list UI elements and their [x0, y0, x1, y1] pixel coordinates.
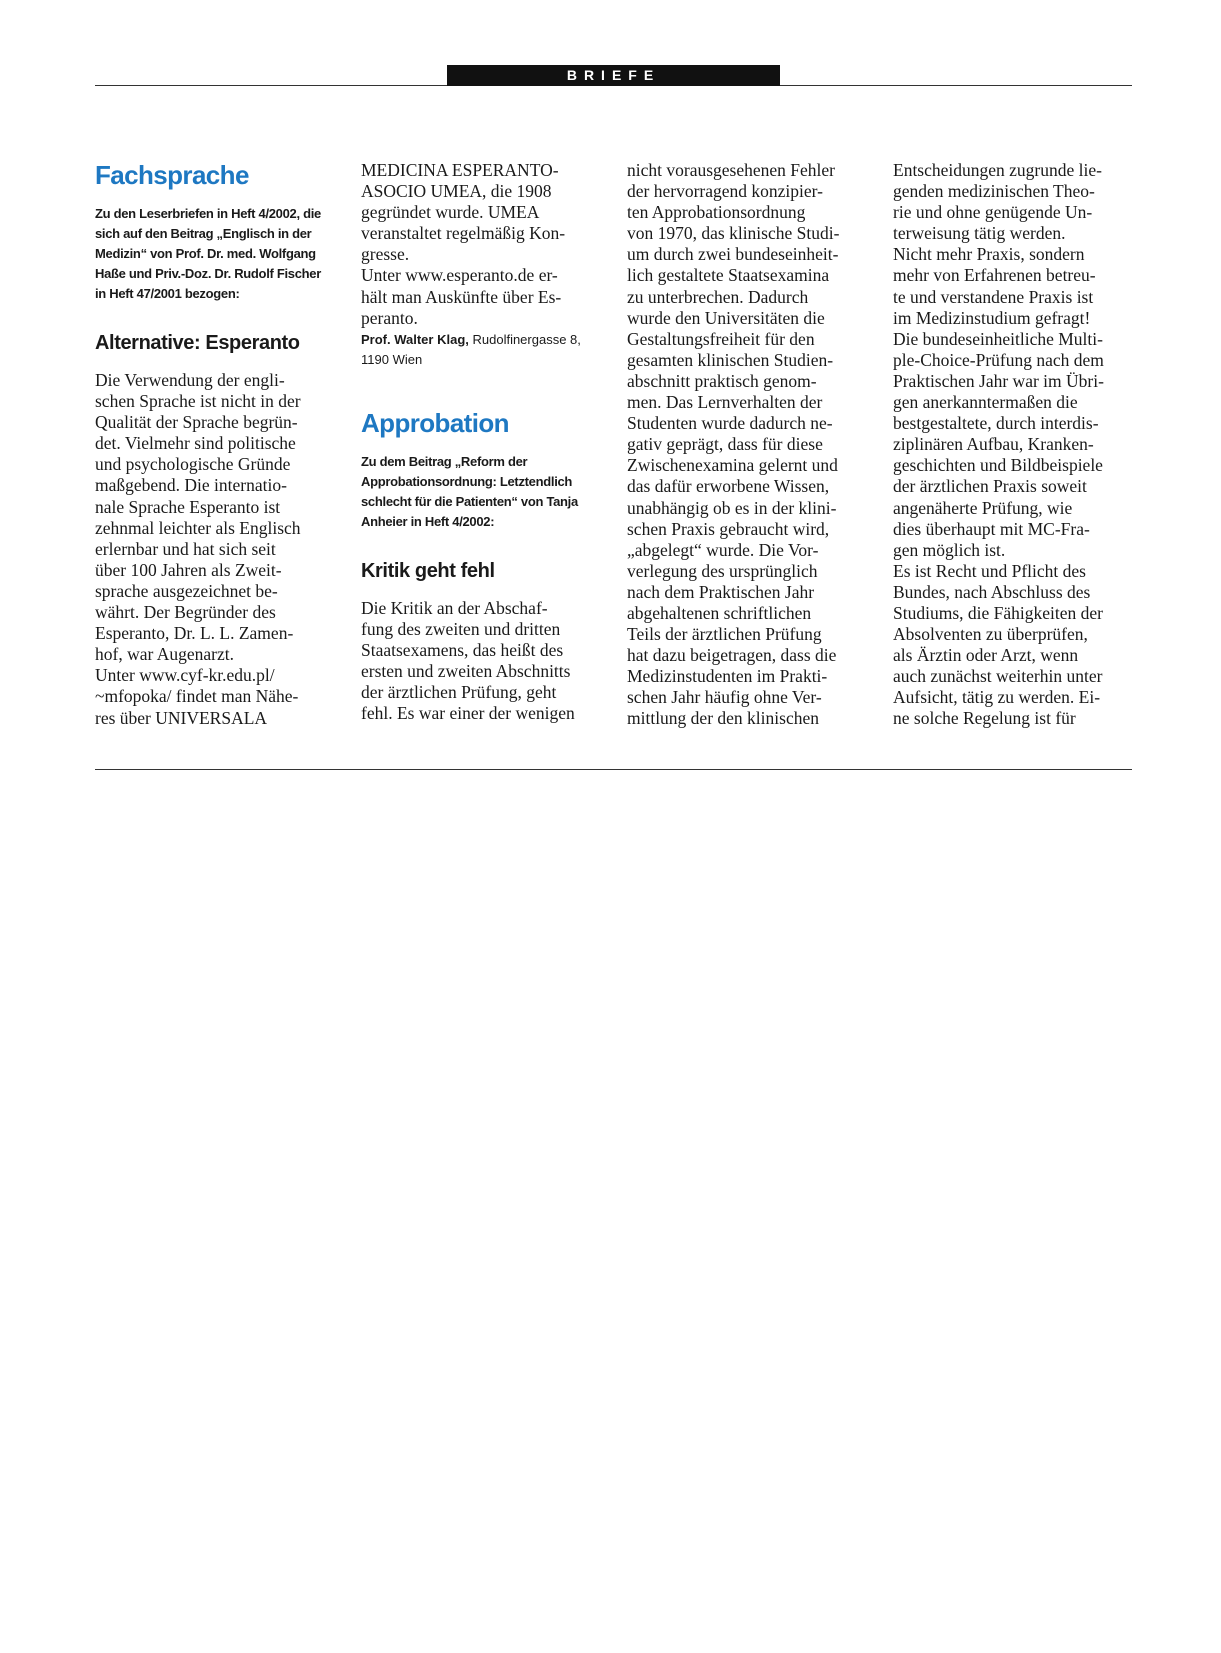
- letter-body-part-5: [893, 160, 1131, 730]
- letter-title-kritik: Kritik geht fehl: [361, 559, 495, 582]
- letter-body-part-4: [627, 160, 865, 730]
- letter-title-esperanto: Alternative: Esperanto: [95, 332, 300, 354]
- column-4: [893, 160, 1131, 730]
- letter-text: nicht vorausgesehenen Fehler der hervorragend konzipier- ten Approbationsordnung von 1970, das klinische Studi- um durch zwei bundeseinheit- lich gestaltete Staatsexamina zu unterbrechen. Dadurch wurde den Universitäten die Gestaltungsfreiheit für den gesamten klinischen Studien- abschnitt praktisch genom- men. Das Lernverhalten der Studenten wurde dadurch ne- gativ geprägt, dass für diese Zwischenexamina gelernt und das dafür erworbene Wissen, unabhängig ob es in der klini- schen Praxis gebraucht wird, „abgelegt“ wurde. Die Vor- verlegung des ursprünglich nach dem Praktischen Jahr abgehaltenen schriftlichen Teils der ärztlichen Prüfung hat dazu beigetragen, dass die Medizinstudenten im Prakti- schen Jahr häufig ohne Ver- mittlung der den klinischen: [627, 160, 840, 729]
- letter-body-part-2: [361, 160, 599, 329]
- article-heading-fachsprache: Fachsprache: [95, 160, 249, 190]
- signature-address: Rudolfinergasse 8, 1190 Wien: [361, 331, 581, 367]
- section-header: BRIEFE: [447, 65, 780, 86]
- letter-text: MEDICINA ESPERANTO- ASOCIO UMEA, die 1908 gegründet wurde. UMEA veranstaltet regelmäßig Kon- gresse. Unter www.esperanto.de er- hält man Auskünfte über Es- peranto.: [361, 160, 566, 328]
- letter-body-part-1: [95, 370, 333, 729]
- footer-rule: [95, 769, 1132, 770]
- article-heading-approbation: Approbation: [361, 407, 509, 438]
- column-2: [361, 160, 599, 724]
- column-3: [627, 160, 865, 730]
- letter-text: Die Verwendung der engli- schen Sprache ist nicht in der Qualität der Sprache begrün- det. Vielmehr sind politische und psychologische Gründe maßgebend. Die internatio- nale Sprache Esperanto ist zehnmal leichter als Englisch erlernbar und hat sich seit über 100 Jahren als Zweit- sprache ausgezeichnet be- währt. Der Begründer des Esperanto, Dr. L. L. Zamen- hof, war Augenarzt. Unter www.cyf-kr.edu.pl/ ~mfopoka/ findet man Nähe- res über UNIVERSALA: [95, 370, 301, 728]
- signature-name: Prof. Walter Klag,: [361, 331, 469, 347]
- letter-signature: [361, 330, 599, 370]
- article-intro-fachsprache: Zu den Leserbriefen in Heft 4/2002, die sich auf den Beitrag „Englisch in der Medizin“ von Prof. Dr. med. Wolfgang Haße und Priv.-Doz. Dr. Rudolf Fischer in Heft 47/2001 bezogen:: [95, 206, 321, 301]
- article-intro-approbation: Zu dem Beitrag „Reform der Approbationsordnung: Letztendlich schlecht für die Patienten“ von Tanja Anheier in Heft 4/2002:: [361, 453, 578, 529]
- letter-text: Die Kritik an der Abschaf- fung des zweiten und dritten Staatsexamens, das heißt des ersten und zweiten Abschnitts der ärztlichen Prüfung, geht fehl. Es war einer der wenigen: [361, 597, 575, 724]
- column-1: [95, 160, 333, 729]
- letter-text: Entscheidungen zugrunde lie- genden medizinischen Theo- rie und ohne genügende Un- terweisung tätig werden. Nicht mehr Praxis, sondern mehr von Erfahrenen betreu- te und verstandene Praxis ist im Medizinstudium gefragt! Die bundeseinheitliche Multi- ple-Choice-Prüfung nach dem Praktischen Jahr war im Übri- gen anerkanntermaßen die bestgestaltete, durch interdis- ziplinären Aufbau, Kranken- geschichten und Bildbeispiele der ärztlichen Praxis soweit angenäherte Prüfung, wie dies überhaupt mit MC-Fra- gen möglich ist. Es ist Recht und Pflicht des Bundes, nach Abschluss des Studiums, die Fähigkeiten der Absolventen zu überprüfen, als Ärztin oder Arzt, wenn auch zunächst weiterhin unter Aufsicht, tätig zu werden. Ei- ne solche Regelung ist für: [893, 160, 1104, 729]
- letter-body-part-3: [361, 598, 599, 725]
